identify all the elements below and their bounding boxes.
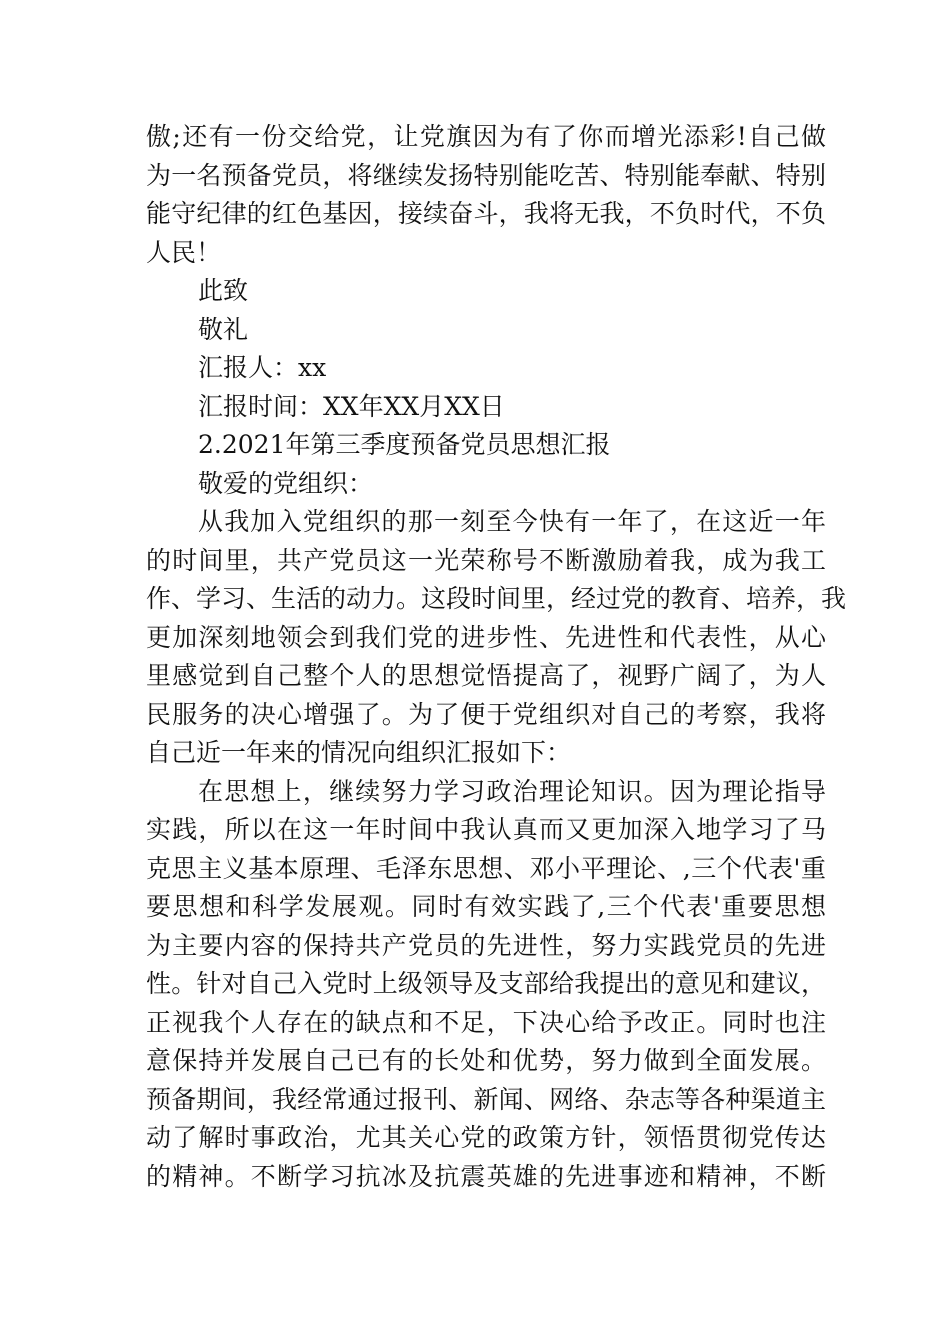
text-line: 的时间里，共产党员这一光荣称号不断激励着我，成为我工 — [146, 545, 826, 575]
text-line: 意保持并发展自己已有的长处和优势，努力做到全面发展。 — [146, 1046, 826, 1075]
text-line: 的精神。不断学习抗冰及抗震英雄的先进事迹和精神，不断 — [146, 1161, 826, 1191]
text-line: 为主要内容的保持共产党员的先进性，努力实践党员的先进 — [146, 930, 826, 960]
text-line: 性。针对自己入党时上级领导及支部给我提出的意见和建议， — [146, 969, 826, 998]
text-line: 正视我个人存在的缺点和不足，下决心给予改正。同时也注 — [146, 1007, 826, 1037]
document-body — [146, 118, 847, 1196]
text-line: 从我加入党组织的那一刻至今快有一年了，在这近一年 — [198, 507, 826, 536]
text-line: 傲;还有一份交给党，让党旗因为有了你而增光添彩!自己做 — [146, 122, 826, 151]
text-line: 要思想和科学发展观。同时有效实践了,三个代表'重要思想 — [146, 892, 826, 921]
text-line: 此致 — [198, 276, 249, 305]
text-line: 克思主义基本原理、毛泽东思想、邓小平理论、,三个代表'重 — [146, 853, 826, 883]
text-line: 为一名预备党员，将继续发扬特别能吃苦、特别能奉献、特别 — [146, 160, 826, 190]
text-line: 里感觉到自己整个人的思想觉悟提高了，视野广阔了，为人 — [146, 661, 826, 690]
text-line: 在思想上，继续努力学习政治理论知识。因为理论指导 — [198, 776, 826, 806]
text-line: 汇报人：xx — [198, 353, 327, 382]
text-line: 能守纪律的红色基因，接续奋斗，我将无我，不负时代，不负 — [146, 199, 826, 228]
text-line: 自己近一年来的情况向组织汇报如下： — [146, 738, 572, 767]
text-line: 作、学习、生活的动力。这段时间里，经过党的教育、培养，我 — [146, 584, 847, 613]
text-line: 实践，所以在这一年时间中我认真而又更加深入地学习了马 — [146, 815, 826, 844]
text-line: 2.2021年第三季度预备党员思想汇报 — [198, 430, 611, 459]
text-line: 敬礼 — [198, 314, 249, 344]
text-line: 汇报时间：XX年XX月XX日 — [198, 391, 505, 421]
text-line: 预备期间，我经常通过报刊、新闻、网络、杂志等各种渠道主 — [146, 1084, 826, 1114]
text-line: 民服务的决心增强了。为了便于党组织对自己的考察，我将 — [146, 699, 826, 729]
text-line: 更加深刻地领会到我们党的进步性、先进性和代表性，从心 — [146, 622, 826, 652]
text-line: 敬爱的党组织： — [198, 468, 374, 498]
text-line: 动了解时事政治，尤其关心党的政策方针，领悟贯彻党传达 — [146, 1123, 826, 1152]
text-line: 人民！ — [146, 237, 222, 267]
